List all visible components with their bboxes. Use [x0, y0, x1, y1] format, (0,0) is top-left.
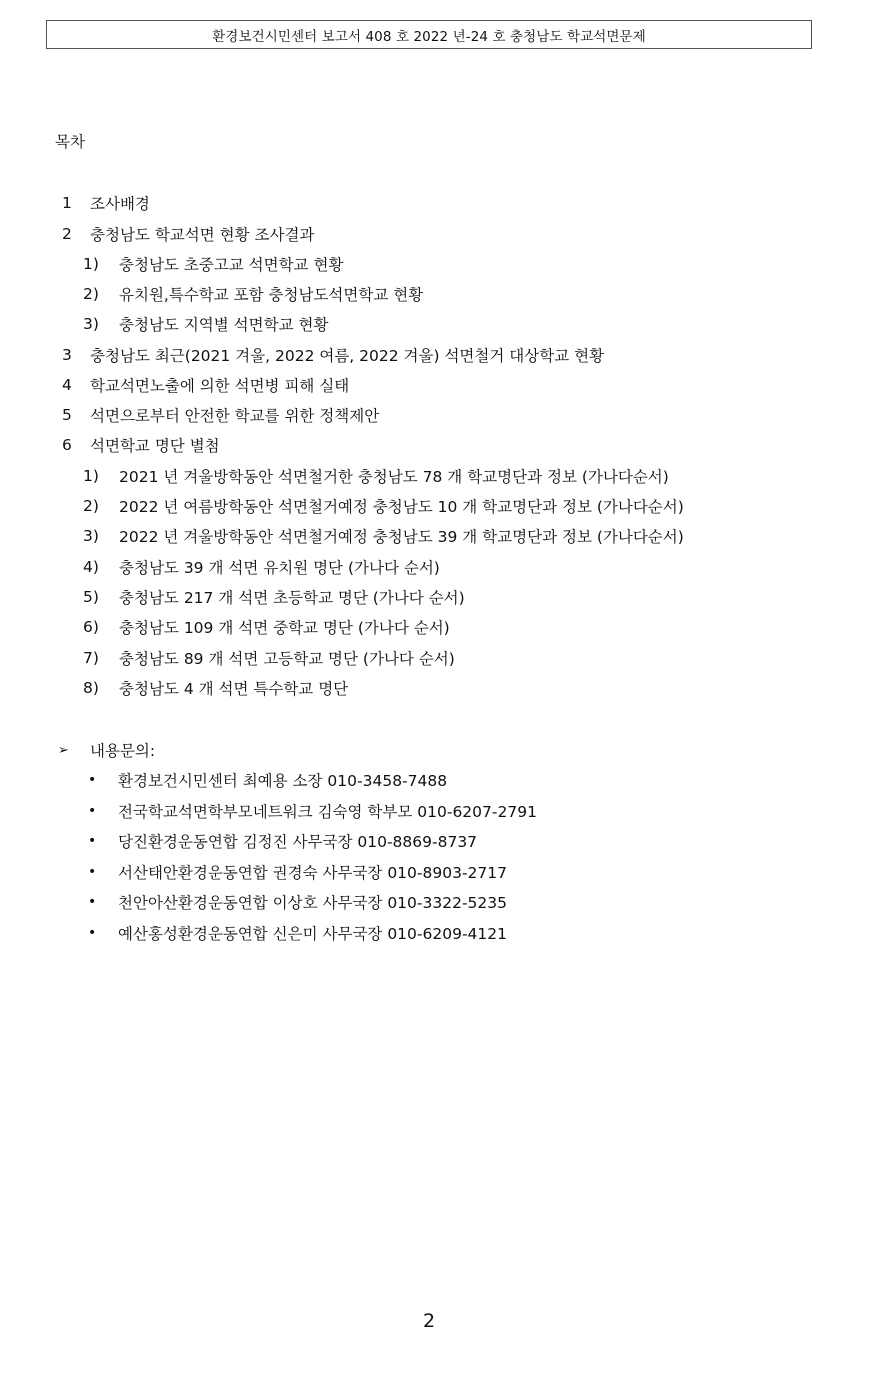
toc-label: 충청남도 지역별 석면학교 현황 — [119, 316, 329, 334]
contact-item — [88, 768, 447, 792]
contact-text: 예산홍성환경운동연합 신은미 사무국장 010-6209-4121 — [118, 925, 507, 943]
toc-number: 4) — [83, 558, 99, 576]
toc-label: 2022 년 여름방학동안 석면철거예정 충청남도 10 개 학교명단과 정보 (가나다순서) — [119, 498, 684, 516]
toc-number: 1) — [83, 467, 99, 485]
contact-heading-label: 내용문의: — [90, 742, 156, 760]
toc-section-5 — [62, 403, 379, 427]
contact-text: 천안아산환경운동연합 이상호 사무국장 010-3322-5235 — [118, 894, 507, 912]
contact-text: 환경보건시민센터 최예용 소장 010-3458-7488 — [118, 772, 448, 790]
toc-number: 5 — [62, 406, 72, 424]
toc-label: 유치원,특수학교 포함 충청남도석면학교 현황 — [119, 286, 424, 304]
page-number: 2 — [422, 1310, 436, 1332]
toc-label: 충청남도 학교석면 현황 조사결과 — [90, 226, 315, 244]
toc-subsection-6-8 — [83, 676, 348, 700]
bullet-icon: • — [88, 925, 97, 941]
toc-label: 충청남도 4 개 석면 특수학교 명단 — [119, 680, 349, 698]
contact-item — [88, 799, 537, 823]
bullet-icon: • — [88, 894, 97, 910]
toc-label: 2021 년 겨울방학동안 석면철거한 충청남도 78 개 학교명단과 정보 (가나다순서) — [119, 468, 669, 486]
toc-number: 2) — [83, 497, 99, 515]
toc-label: 충청남도 초중고교 석면학교 현황 — [119, 256, 344, 274]
toc-label: 충청남도 217 개 석면 초등학교 명단 (가나다 순서) — [119, 589, 465, 607]
toc-section-2 — [62, 222, 314, 246]
arrow-bullet-icon: ➢ — [58, 742, 69, 758]
toc-subsection-6-1 — [83, 464, 669, 488]
toc-subsection-6-6 — [83, 615, 450, 639]
toc-subsection-6-3 — [83, 524, 684, 548]
toc-label: 석면으로부터 안전한 학교를 위한 정책제안 — [90, 407, 380, 425]
toc-subsection-6-5 — [83, 585, 465, 609]
toc-number: 4 — [62, 376, 72, 394]
toc-label: 석면학교 명단 별첨 — [90, 437, 220, 455]
toc-section-6 — [62, 433, 220, 457]
toc-label: 학교석면노출에 의한 석면병 피해 실태 — [90, 377, 350, 395]
toc-section-1 — [62, 191, 150, 215]
toc-number: 7) — [83, 649, 99, 667]
contact-text: 당진환경운동연합 김정진 사무국장 010-8869-8737 — [118, 833, 478, 851]
toc-subsection-6-4 — [83, 555, 440, 579]
toc-number: 3) — [83, 315, 99, 333]
toc-subsection-2-2 — [83, 282, 423, 306]
report-header-text: 환경보건시민센터 보고서 408 호 2022 년-24 호 충청남도 학교석면문제 — [212, 28, 646, 45]
toc-number: 8) — [83, 679, 99, 697]
toc-section-4 — [62, 373, 349, 397]
bullet-icon: • — [88, 803, 97, 819]
toc-number: 1) — [83, 255, 99, 273]
toc-label: 조사배경 — [90, 195, 150, 213]
toc-subsection-2-1 — [83, 252, 343, 276]
toc-subsection-6-2 — [83, 494, 684, 518]
toc-label: 충청남도 39 개 석면 유치원 명단 (가나다 순서) — [119, 559, 440, 577]
contact-item — [88, 921, 507, 945]
contact-item — [88, 890, 507, 914]
toc-section-3 — [62, 343, 604, 367]
bullet-icon: • — [88, 833, 97, 849]
toc-number: 3) — [83, 527, 99, 545]
toc-number: 3 — [62, 346, 72, 364]
toc-number: 2) — [83, 285, 99, 303]
toc-number: 6 — [62, 436, 72, 454]
toc-number: 5) — [83, 588, 99, 606]
contact-text: 서산태안환경운동연합 권경숙 사무국장 010-8903-2717 — [118, 864, 507, 882]
contact-item — [88, 860, 507, 884]
toc-label: 충청남도 89 개 석면 고등학교 명단 (가나다 순서) — [119, 650, 455, 668]
toc-title: 목차 — [55, 133, 85, 151]
toc-subsection-2-3 — [83, 312, 328, 336]
contact-item — [88, 829, 477, 853]
toc-label: 2022 년 겨울방학동안 석면철거예정 충청남도 39 개 학교명단과 정보 (가나다순서) — [119, 528, 684, 546]
contact-heading — [58, 738, 155, 762]
contact-text: 전국학교석면학부모네트워크 김숙영 학부모 010-6207-2791 — [118, 803, 537, 821]
toc-label: 충청남도 최근(2021 겨울, 2022 여름, 2022 겨울) 석면철거 대상학교 현황 — [90, 347, 605, 365]
bullet-icon: • — [88, 864, 97, 880]
bullet-icon: • — [88, 772, 97, 788]
toc-number: 1 — [62, 194, 72, 212]
toc-label: 충청남도 109 개 석면 중학교 명단 (가나다 순서) — [119, 619, 450, 637]
toc-number: 2 — [62, 225, 72, 243]
toc-number: 6) — [83, 618, 99, 636]
toc-subsection-6-7 — [83, 646, 455, 670]
